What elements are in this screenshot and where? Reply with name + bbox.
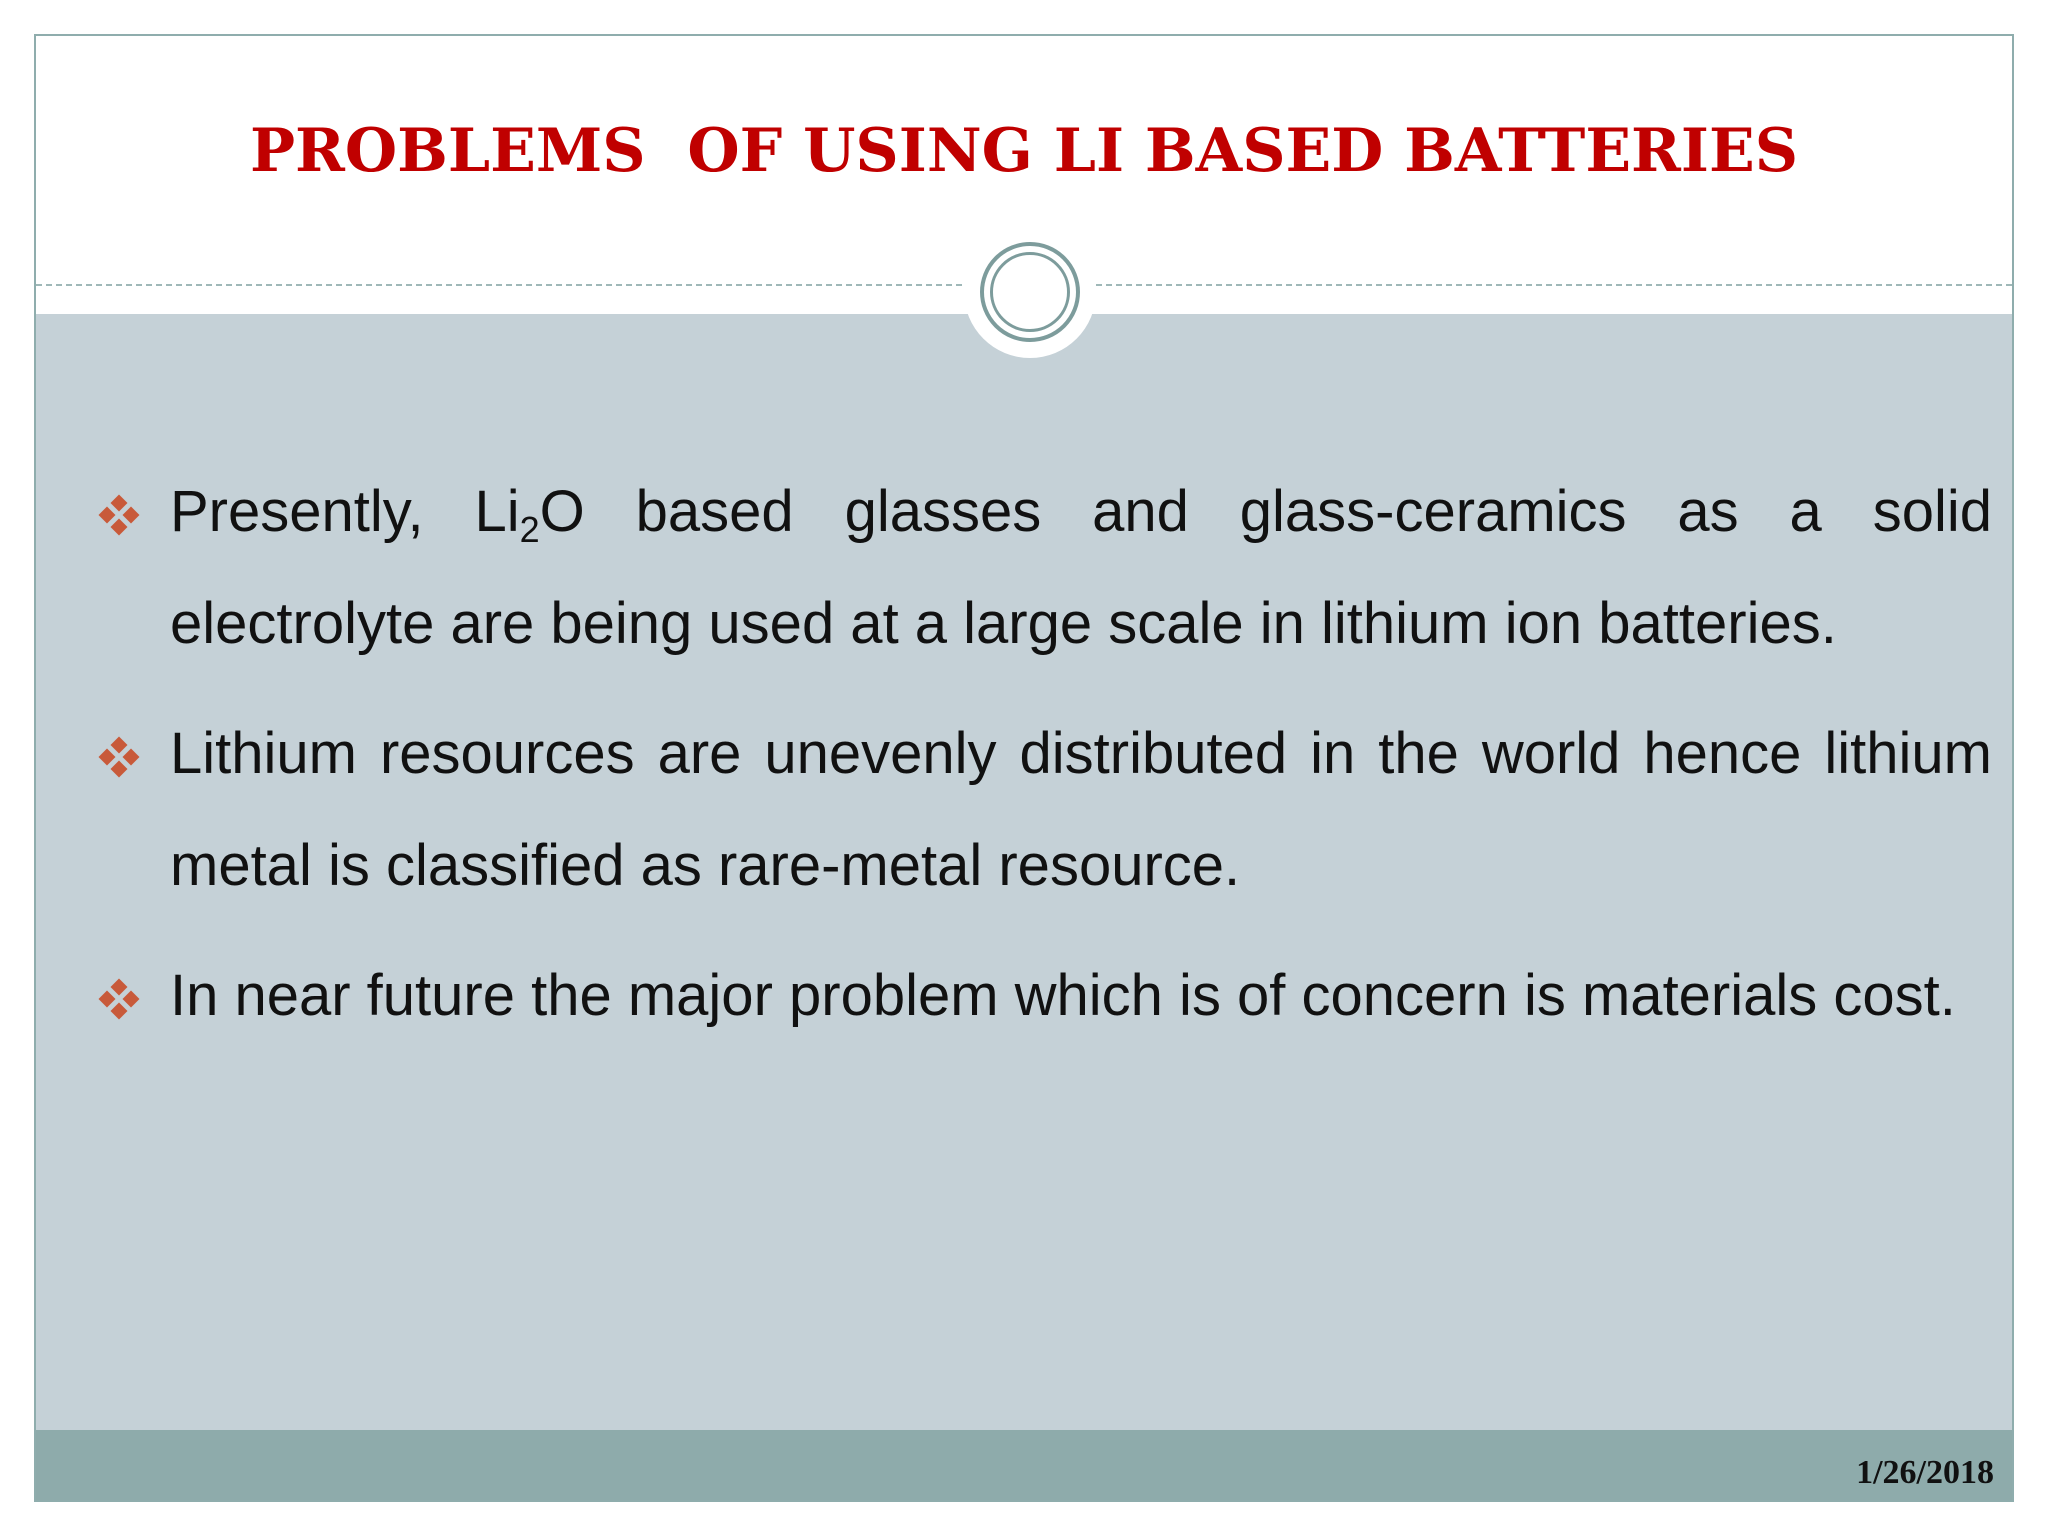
subscript: 2 xyxy=(519,508,540,550)
bullet-text: In near future the major problem which is of concern is materials cost. xyxy=(170,963,1956,1028)
four-diamond-icon xyxy=(100,980,138,1018)
slide-title: PROBLEMS OF USING LI BASED BATTERIES xyxy=(249,116,1799,186)
bullet-text-part: O based glasses and glass-ceramics as a solid electrolyte are being used at a large scale in lithium ion batteries. xyxy=(170,479,1992,656)
bullet-text: Lithium resources are unevenly distributed in the world hence lithium metal is classified as rare-metal resource. xyxy=(170,721,1992,898)
bullet-text-part: Presently, Li xyxy=(170,479,520,544)
bullet-item xyxy=(76,456,1992,680)
circle-ornament-inner xyxy=(990,252,1070,332)
footer-bar xyxy=(36,1430,2012,1500)
bullet-item xyxy=(76,698,1992,922)
bullet-item xyxy=(76,940,1992,1052)
four-diamond-icon xyxy=(100,496,138,534)
bullet-list xyxy=(76,456,1992,1070)
four-diamond-icon xyxy=(100,738,138,776)
footer-date: 1/26/2018 xyxy=(1856,1454,1994,1491)
slide xyxy=(34,34,2014,1502)
